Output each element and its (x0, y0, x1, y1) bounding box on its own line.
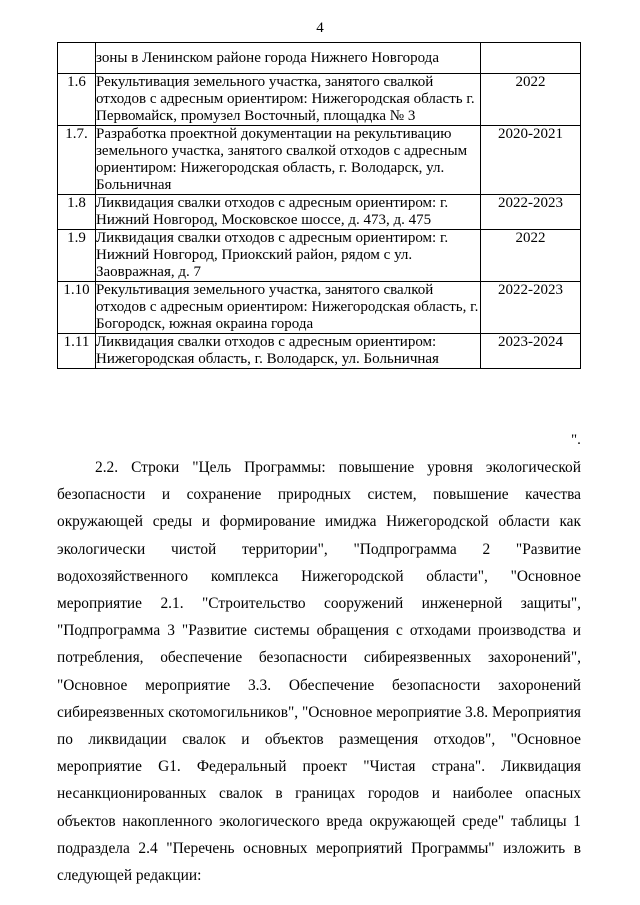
row-years: 2022-2023 (481, 282, 581, 334)
table-row (58, 230, 581, 282)
table-row (58, 126, 581, 195)
row-years: 2022 (481, 230, 581, 282)
row-description: Рекультивация земельного участка, занятого свалкой отходов с адресным ориентиром: Нижегородская область г. Первомайск, промузел Восточный, площадка № 3 (96, 74, 481, 126)
row-description: Ликвидация свалки отходов с адресным ориентиром: Нижегородская область, г. Володарск, ул. Больничная (96, 334, 481, 369)
row-number (58, 43, 96, 74)
body-paragraph: 2.2. Строки "Цель Программы: повышение уровня экологической безопасности и сохранение природных систем, повышение качества окружающей среды и формирование имиджа Нижегородской области как экологически чистой территории", "Подпрограмма 2 "Развитие водохозяйственного комплекса Нижегородской области", "Основное мероприятие 2.1. "Строительство сооружений инженерной защиты", "Подпрограмма 3 "Развитие системы обращения с отходами производства и потребления, обеспечение безопасности сибиреязвенных захоронений", "Основное мероприятие 3.3. Обеспечение безопасности захоронений сибиреязвенных скотомогильников", "Основное мероприятие 3.8. Мероприятия по ликвидации свалок и объектов размещения отходов", "Основное мероприятие G1. Федеральный проект "Чистая страна". Ликвидация несанкционированных свалок в границах городов и наиболее опасных объектов накопленного экологического вреда окружающей среде" таблицы 1 подраздела 2.4 "Перечень основных мероприятий Программы" изложить в следующей редакции: (57, 459, 581, 885)
row-years: 2022-2023 (481, 195, 581, 230)
table-row (58, 43, 581, 74)
closing-quote-mark: ". (571, 432, 581, 448)
page-number: 4 (316, 20, 324, 36)
row-years: 2020-2021 (481, 126, 581, 195)
row-description: Ликвидация свалки отходов с адресным ориентиром: г. Нижний Новгород, Приокский район, рядом с ул. Заовражная, д. 7 (96, 230, 481, 282)
row-number: 1.7. (58, 126, 96, 195)
row-years: 2022 (481, 74, 581, 126)
table-row (58, 282, 581, 334)
row-number: 1.10 (58, 282, 96, 334)
row-number: 1.11 (58, 334, 96, 369)
table-row (58, 195, 581, 230)
row-description: зоны в Ленинском районе города Нижнего Новгорода (96, 43, 481, 74)
row-description: Ликвидация свалки отходов с адресным ориентиром: г. Нижний Новгород, Московское шоссе, д. 473, д. 475 (96, 195, 481, 230)
row-years: 2023-2024 (481, 334, 581, 369)
table-row (58, 74, 581, 126)
row-number: 1.9 (58, 230, 96, 282)
measures-table (57, 42, 581, 369)
row-number: 1.6 (58, 74, 96, 126)
table-row (58, 334, 581, 369)
row-years (481, 43, 581, 74)
row-number: 1.8 (58, 195, 96, 230)
row-description: Разработка проектной документации на рекультивацию земельного участка, занятого свалкой отходов с адресным ориентиром: Нижегородская область, г. Володарск, ул. Больничная (96, 126, 481, 195)
row-description: Рекультивация земельного участка, занятого свалкой отходов с адресным ориентиром: Нижегородская область, г. Богородск, южная окраина города (96, 282, 481, 334)
